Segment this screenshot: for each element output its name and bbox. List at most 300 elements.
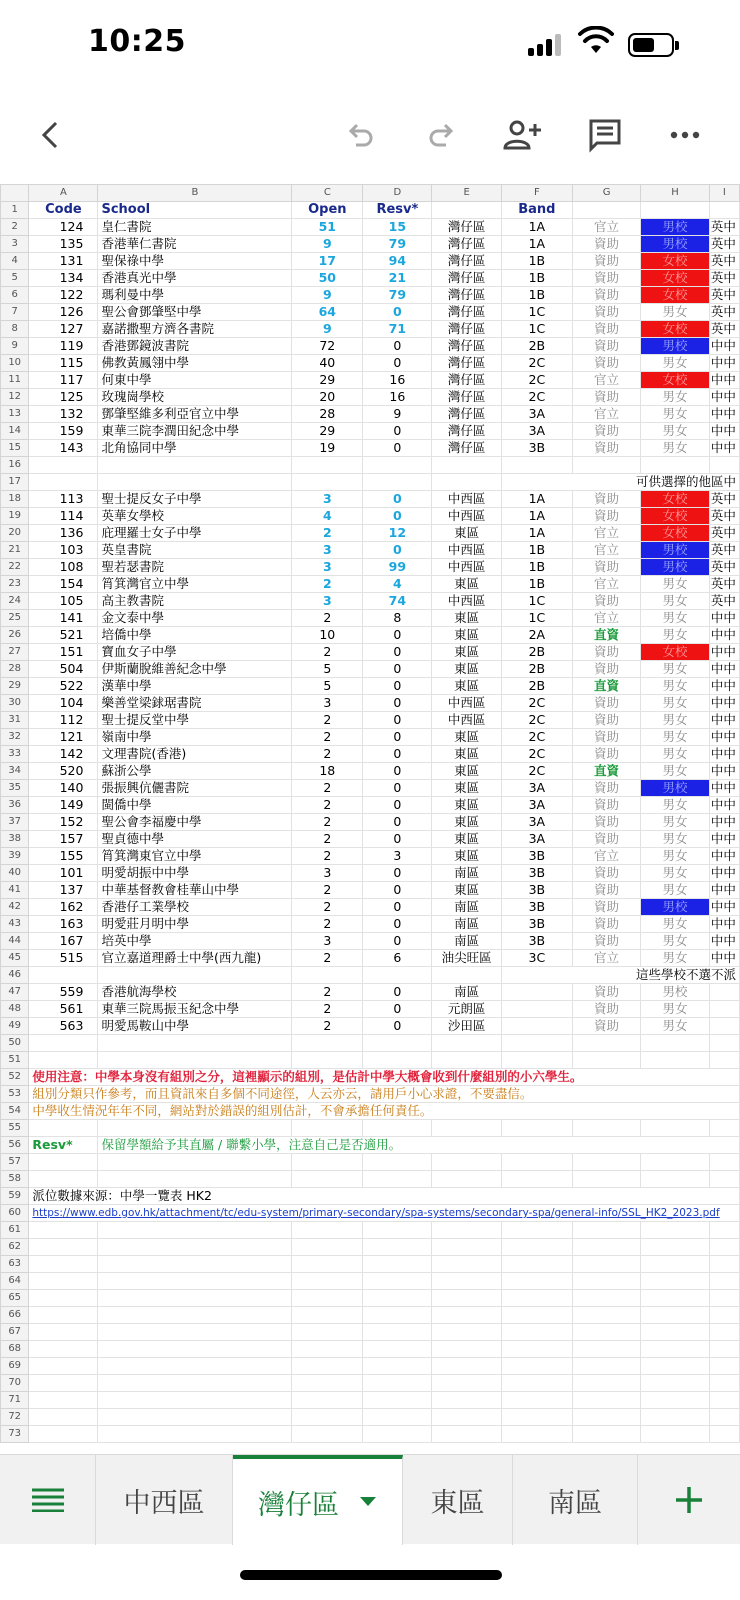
cell[interactable] [709,1035,739,1052]
cell-school[interactable]: 高主教書院 [98,593,292,610]
cell[interactable] [432,474,501,491]
cell-gender[interactable]: 男女 [641,746,710,763]
cell-district[interactable]: 東區 [432,610,501,627]
cell-gender[interactable]: 男女 [641,916,710,933]
cell[interactable] [641,1409,710,1426]
cell-language[interactable]: 中中 [709,797,739,814]
cell-type[interactable]: 資助 [572,712,641,729]
cell-school[interactable]: 香港華仁書院 [98,236,292,253]
cell-code[interactable]: 135 [29,236,98,253]
cell-type[interactable]: 資助 [572,729,641,746]
row-header[interactable]: 27 [1,644,29,661]
cell-type[interactable]: 資助 [572,355,641,372]
row-header[interactable]: 70 [1,1375,29,1392]
cell-code[interactable]: 149 [29,797,98,814]
cell-code[interactable]: 142 [29,746,98,763]
cell[interactable] [432,967,501,984]
cell-language[interactable]: 英中 [709,236,739,253]
cell[interactable] [501,1290,572,1307]
cell-school[interactable]: 漢華中學 [98,678,292,695]
row-header[interactable]: 26 [1,627,29,644]
cell-code[interactable]: 131 [29,253,98,270]
cell-band[interactable]: 1A [501,491,572,508]
cell-band[interactable]: 3B [501,899,572,916]
cell[interactable] [641,1052,710,1069]
row-header[interactable]: 71 [1,1392,29,1409]
cell-language[interactable]: 中中 [709,729,739,746]
grid-table[interactable] [0,184,740,1443]
cell-type[interactable]: 官立 [572,848,641,865]
cell-resv[interactable]: 16 [363,372,432,389]
cell-language[interactable]: 中中 [709,848,739,865]
cell-code[interactable]: 141 [29,610,98,627]
cell-band[interactable]: 2B [501,644,572,661]
cell-type[interactable]: 資助 [572,899,641,916]
cell-type[interactable]: 直資 [572,627,641,644]
cell[interactable] [292,1120,363,1137]
cell-band[interactable]: 2C [501,746,572,763]
cell-band[interactable]: 1C [501,610,572,627]
comment-icon[interactable] [582,112,628,158]
cell-band[interactable]: 1A [501,219,572,236]
cell[interactable] [29,1375,98,1392]
cell[interactable] [98,474,292,491]
cell-language[interactable]: 中中 [709,338,739,355]
cell-resv[interactable]: 21 [363,270,432,287]
cell-code[interactable]: 101 [29,865,98,882]
cell-district[interactable]: 東區 [432,882,501,899]
cell-district[interactable]: 灣仔區 [432,236,501,253]
cell[interactable] [292,1171,363,1188]
cell[interactable] [709,1409,739,1426]
cell-language[interactable]: 英中 [709,219,739,236]
cell-band[interactable]: 2B [501,661,572,678]
cell-district[interactable]: 南區 [432,916,501,933]
cell-language[interactable]: 英中 [709,508,739,525]
cell-code[interactable]: 113 [29,491,98,508]
cell-resv[interactable]: 0 [363,831,432,848]
cell-resv[interactable]: 8 [363,610,432,627]
cell-district[interactable]: 東區 [432,678,501,695]
cell-band[interactable]: 3A [501,780,572,797]
cell-open[interactable]: 4 [292,508,363,525]
cell[interactable] [363,1324,432,1341]
row-header[interactable]: 32 [1,729,29,746]
cell-language[interactable]: 中中 [709,916,739,933]
cell-code[interactable]: 143 [29,440,98,457]
cell-code[interactable]: 103 [29,542,98,559]
row-header[interactable]: 66 [1,1307,29,1324]
row-header[interactable]: 30 [1,695,29,712]
tab-wan-chai[interactable]: 灣仔區 [233,1455,403,1545]
cell-language[interactable]: 英中 [709,525,739,542]
cell-school[interactable]: 官立嘉道理爵士中學(西九龍) [98,950,292,967]
cell-type[interactable]: 官立 [572,610,641,627]
row-header[interactable]: 12 [1,389,29,406]
row-header[interactable]: 4 [1,253,29,270]
cell[interactable] [501,1324,572,1341]
cell-gender[interactable]: 男女 [641,797,710,814]
cell-resv[interactable]: 0 [363,814,432,831]
cell-type[interactable]: 資助 [572,1001,641,1018]
cell-open[interactable]: 2 [292,644,363,661]
cell-gender[interactable]: 男校 [641,559,710,576]
cell-district[interactable]: 南區 [432,933,501,950]
cell-open[interactable]: 2 [292,576,363,593]
cell[interactable] [641,1222,710,1239]
cell-gender[interactable]: 男校 [641,338,710,355]
cell[interactable] [292,1154,363,1171]
cell[interactable] [641,1256,710,1273]
row-header[interactable]: 59 [1,1188,29,1205]
cell-gender[interactable]: 男女 [641,678,710,695]
row-header[interactable]: 51 [1,1052,29,1069]
cell-resv[interactable]: 0 [363,865,432,882]
cell[interactable] [709,1392,739,1409]
cell-district[interactable]: 灣仔區 [432,304,501,321]
cell[interactable] [709,1273,739,1290]
tab-southern[interactable]: 南區 [513,1455,638,1545]
cell-district[interactable]: 中西區 [432,491,501,508]
cell-code[interactable]: 515 [29,950,98,967]
cell-open[interactable]: 2 [292,1018,363,1035]
cell-resv[interactable]: 15 [363,219,432,236]
cell[interactable] [572,1409,641,1426]
cell[interactable] [98,1307,292,1324]
cell-type[interactable]: 資助 [572,1018,641,1035]
cell-type[interactable]: 資助 [572,644,641,661]
cell-language[interactable]: 中中 [709,440,739,457]
cell-code[interactable]: 559 [29,984,98,1001]
row-header[interactable]: 24 [1,593,29,610]
cell[interactable] [292,1256,363,1273]
row-header[interactable]: 34 [1,763,29,780]
cell-code[interactable]: 522 [29,678,98,695]
cell-resv[interactable]: 9 [363,406,432,423]
cell[interactable] [98,1239,292,1256]
dropdown-icon[interactable] [359,1496,377,1508]
cell-resv[interactable]: 0 [363,797,432,814]
cell-band[interactable]: 1C [501,304,572,321]
cell[interactable] [572,1154,641,1171]
cell-district[interactable]: 東區 [432,746,501,763]
cell-code[interactable]: 159 [29,423,98,440]
cell[interactable] [501,1120,572,1137]
cell-code[interactable]: 137 [29,882,98,899]
cell-open[interactable]: 18 [292,763,363,780]
cell[interactable] [501,457,572,474]
cell-school[interactable]: 培英中學 [98,933,292,950]
row-header[interactable]: 18 [1,491,29,508]
cell[interactable] [501,1256,572,1273]
cell[interactable] [572,1256,641,1273]
cell-district[interactable]: 東區 [432,576,501,593]
cell-open[interactable]: 50 [292,270,363,287]
cell-gender[interactable]: 男女 [641,695,710,712]
cell-district[interactable]: 中西區 [432,508,501,525]
cell-district[interactable]: 東區 [432,780,501,797]
cell[interactable] [709,1375,739,1392]
cell-district[interactable]: 東區 [432,525,501,542]
cell[interactable] [98,1392,292,1409]
cell-school[interactable]: 筲箕灣官立中學 [98,576,292,593]
row-header[interactable]: 10 [1,355,29,372]
cell-code[interactable]: 124 [29,219,98,236]
cell-gender[interactable]: 男女 [641,865,710,882]
cell-gender[interactable]: 男女 [641,848,710,865]
cell-language[interactable]: 中中 [709,763,739,780]
cell-type[interactable]: 資助 [572,695,641,712]
cell-code[interactable]: 117 [29,372,98,389]
cell-code[interactable]: 520 [29,763,98,780]
cell[interactable] [292,474,363,491]
cell-resv[interactable]: 0 [363,882,432,899]
cell-school[interactable]: 聖保祿中學 [98,253,292,270]
cell-language[interactable]: 英中 [709,542,739,559]
cell[interactable] [29,1392,98,1409]
cell-band[interactable]: 2C [501,372,572,389]
cell[interactable] [572,1171,641,1188]
cell[interactable] [98,1409,292,1426]
cell[interactable] [363,474,432,491]
cell[interactable] [98,1171,292,1188]
cell-type[interactable]: 資助 [572,746,641,763]
cell[interactable] [98,1035,292,1052]
cell-band[interactable]: 1A [501,508,572,525]
cell-language[interactable]: 中中 [709,678,739,695]
cell-district[interactable]: 灣仔區 [432,406,501,423]
cell-gender[interactable]: 男女 [641,440,710,457]
row-header[interactable]: 28 [1,661,29,678]
cell-type[interactable]: 直資 [572,678,641,695]
cell[interactable] [709,1358,739,1375]
cell[interactable] [432,1392,501,1409]
row-header[interactable]: 1 [1,202,29,219]
cell[interactable] [501,1307,572,1324]
cell-code[interactable]: 167 [29,933,98,950]
row-header[interactable]: 19 [1,508,29,525]
cell-resv[interactable]: 0 [363,304,432,321]
cell-school[interactable]: 明愛胡振中中學 [98,865,292,882]
cell[interactable] [709,1222,739,1239]
cell-district[interactable]: 灣仔區 [432,253,501,270]
cell-language[interactable]: 中中 [709,644,739,661]
cell[interactable] [572,1426,641,1443]
cell-gender[interactable]: 男女 [641,389,710,406]
cell-type[interactable]: 官立 [572,219,641,236]
section-not-allocated[interactable]: 這些學校不選不派 [501,967,739,984]
row-header[interactable]: 67 [1,1324,29,1341]
cell-resv[interactable]: 4 [363,576,432,593]
cell-language[interactable]: 英中 [709,253,739,270]
cell-language[interactable]: 英中 [709,287,739,304]
cell[interactable] [501,1222,572,1239]
cell-resv[interactable]: 0 [363,508,432,525]
cell[interactable] [29,474,98,491]
cell-band[interactable]: 3A [501,423,572,440]
column-header-d[interactable]: D [363,185,432,202]
cell-district[interactable]: 灣仔區 [432,287,501,304]
cell-code[interactable]: 152 [29,814,98,831]
cell[interactable] [363,1154,432,1171]
cell-gender[interactable]: 男女 [641,1001,710,1018]
cell-band[interactable]: 1A [501,236,572,253]
cell-type[interactable]: 資助 [572,814,641,831]
cell-open[interactable]: 2 [292,525,363,542]
cell-type[interactable]: 官立 [572,950,641,967]
row-header[interactable]: 35 [1,780,29,797]
cell[interactable] [501,1154,572,1171]
resv-key[interactable]: Resv* [29,1137,98,1154]
cell[interactable] [98,967,292,984]
cell-band[interactable]: 2C [501,389,572,406]
column-header-f[interactable]: F [501,185,572,202]
cell[interactable] [363,1120,432,1137]
row-header[interactable]: 25 [1,610,29,627]
cell[interactable] [501,1273,572,1290]
cell-code[interactable]: 105 [29,593,98,610]
cell[interactable] [709,1307,739,1324]
cell-language[interactable]: 中中 [709,661,739,678]
cell[interactable] [29,1239,98,1256]
cell-school[interactable]: 香港鄧鏡波書院 [98,338,292,355]
row-header[interactable]: 58 [1,1171,29,1188]
row-header[interactable]: 33 [1,746,29,763]
cell-district[interactable]: 元朗區 [432,1001,501,1018]
column-header-b[interactable]: B [98,185,292,202]
cell-language[interactable]: 中中 [709,950,739,967]
cell[interactable] [641,1290,710,1307]
cell-type[interactable]: 直資 [572,763,641,780]
cell-open[interactable]: 2 [292,916,363,933]
row-header[interactable]: 15 [1,440,29,457]
header-band[interactable]: Band [501,202,572,219]
row-header[interactable]: 8 [1,321,29,338]
cell-open[interactable]: 2 [292,814,363,831]
cell[interactable] [501,1392,572,1409]
cell-resv[interactable]: 16 [363,389,432,406]
add-sheet-button[interactable] [638,1455,740,1545]
cell-type[interactable]: 資助 [572,440,641,457]
cell[interactable] [432,1222,501,1239]
cell-type[interactable]: 官立 [572,542,641,559]
cell-resv[interactable]: 79 [363,287,432,304]
cell[interactable] [292,1426,363,1443]
row-header[interactable]: 41 [1,882,29,899]
cell-code[interactable]: 115 [29,355,98,372]
cell-district[interactable]: 南區 [432,899,501,916]
cell-resv[interactable]: 0 [363,933,432,950]
cell-language[interactable]: 英中 [709,270,739,287]
column-header-h[interactable]: H [641,185,710,202]
cell-language[interactable]: 中中 [709,695,739,712]
cell-code[interactable]: 163 [29,916,98,933]
cell-gender[interactable]: 女校 [641,508,710,525]
cell-resv[interactable]: 0 [363,984,432,1001]
cell[interactable] [432,1120,501,1137]
cell-band[interactable]: 1C [501,593,572,610]
cell-band[interactable]: 3A [501,814,572,831]
cell[interactable] [292,1052,363,1069]
cell-district[interactable]: 東區 [432,831,501,848]
cell-school[interactable]: 何東中學 [98,372,292,389]
cell-language[interactable]: 中中 [709,933,739,950]
row-header[interactable]: 16 [1,457,29,474]
cell-band[interactable]: 3A [501,406,572,423]
cell[interactable] [29,1358,98,1375]
row-header[interactable]: 14 [1,423,29,440]
cell-open[interactable]: 2 [292,950,363,967]
cell-type[interactable]: 資助 [572,321,641,338]
cell[interactable] [501,1035,572,1052]
row-header[interactable]: 42 [1,899,29,916]
cell-language[interactable]: 中中 [709,355,739,372]
cell-language[interactable]: 中中 [709,831,739,848]
cell-open[interactable]: 17 [292,253,363,270]
cell-school[interactable]: 聖公會李福慶中學 [98,814,292,831]
cell[interactable] [572,1052,641,1069]
row-header[interactable]: 23 [1,576,29,593]
cell[interactable] [292,1409,363,1426]
cell-gender[interactable]: 女校 [641,525,710,542]
cell[interactable] [432,1035,501,1052]
cell-band[interactable] [501,984,572,1001]
cell-gender[interactable]: 男女 [641,610,710,627]
cell-open[interactable]: 10 [292,627,363,644]
cell-district[interactable]: 南區 [432,984,501,1001]
row-header[interactable]: 49 [1,1018,29,1035]
cell[interactable] [709,1426,739,1443]
cell-type[interactable]: 資助 [572,253,641,270]
row-header[interactable]: 40 [1,865,29,882]
cell-band[interactable]: 1B [501,253,572,270]
cell-language[interactable]: 中中 [709,406,739,423]
cell-open[interactable]: 51 [292,219,363,236]
cell[interactable] [98,1290,292,1307]
cell-band[interactable]: 3C [501,950,572,967]
column-header-a[interactable]: A [29,185,98,202]
cell[interactable] [363,1222,432,1239]
cell-resv[interactable]: 0 [363,627,432,644]
cell[interactable] [641,1273,710,1290]
cell-code[interactable]: 136 [29,525,98,542]
row-header[interactable]: 17 [1,474,29,491]
cell-open[interactable]: 2 [292,831,363,848]
cell[interactable] [572,1239,641,1256]
cell-code[interactable]: 162 [29,899,98,916]
column-header-e[interactable]: E [432,185,501,202]
cell[interactable] [572,1273,641,1290]
cell[interactable] [432,1154,501,1171]
row-header[interactable]: 38 [1,831,29,848]
row-header[interactable]: 31 [1,712,29,729]
cell-gender[interactable]: 男女 [641,627,710,644]
cell-type[interactable]: 資助 [572,661,641,678]
cell-language[interactable]: 中中 [709,610,739,627]
cell[interactable] [29,1341,98,1358]
cell-language[interactable] [709,984,739,1001]
cell-code[interactable]: 127 [29,321,98,338]
cell-band[interactable]: 2C [501,763,572,780]
cell-resv[interactable]: 0 [363,780,432,797]
cell[interactable] [292,1375,363,1392]
cell[interactable] [29,1222,98,1239]
cell-open[interactable]: 40 [292,355,363,372]
cell[interactable] [29,457,98,474]
cell-code[interactable]: 114 [29,508,98,525]
cell-gender[interactable]: 男女 [641,950,710,967]
cell-type[interactable]: 資助 [572,338,641,355]
